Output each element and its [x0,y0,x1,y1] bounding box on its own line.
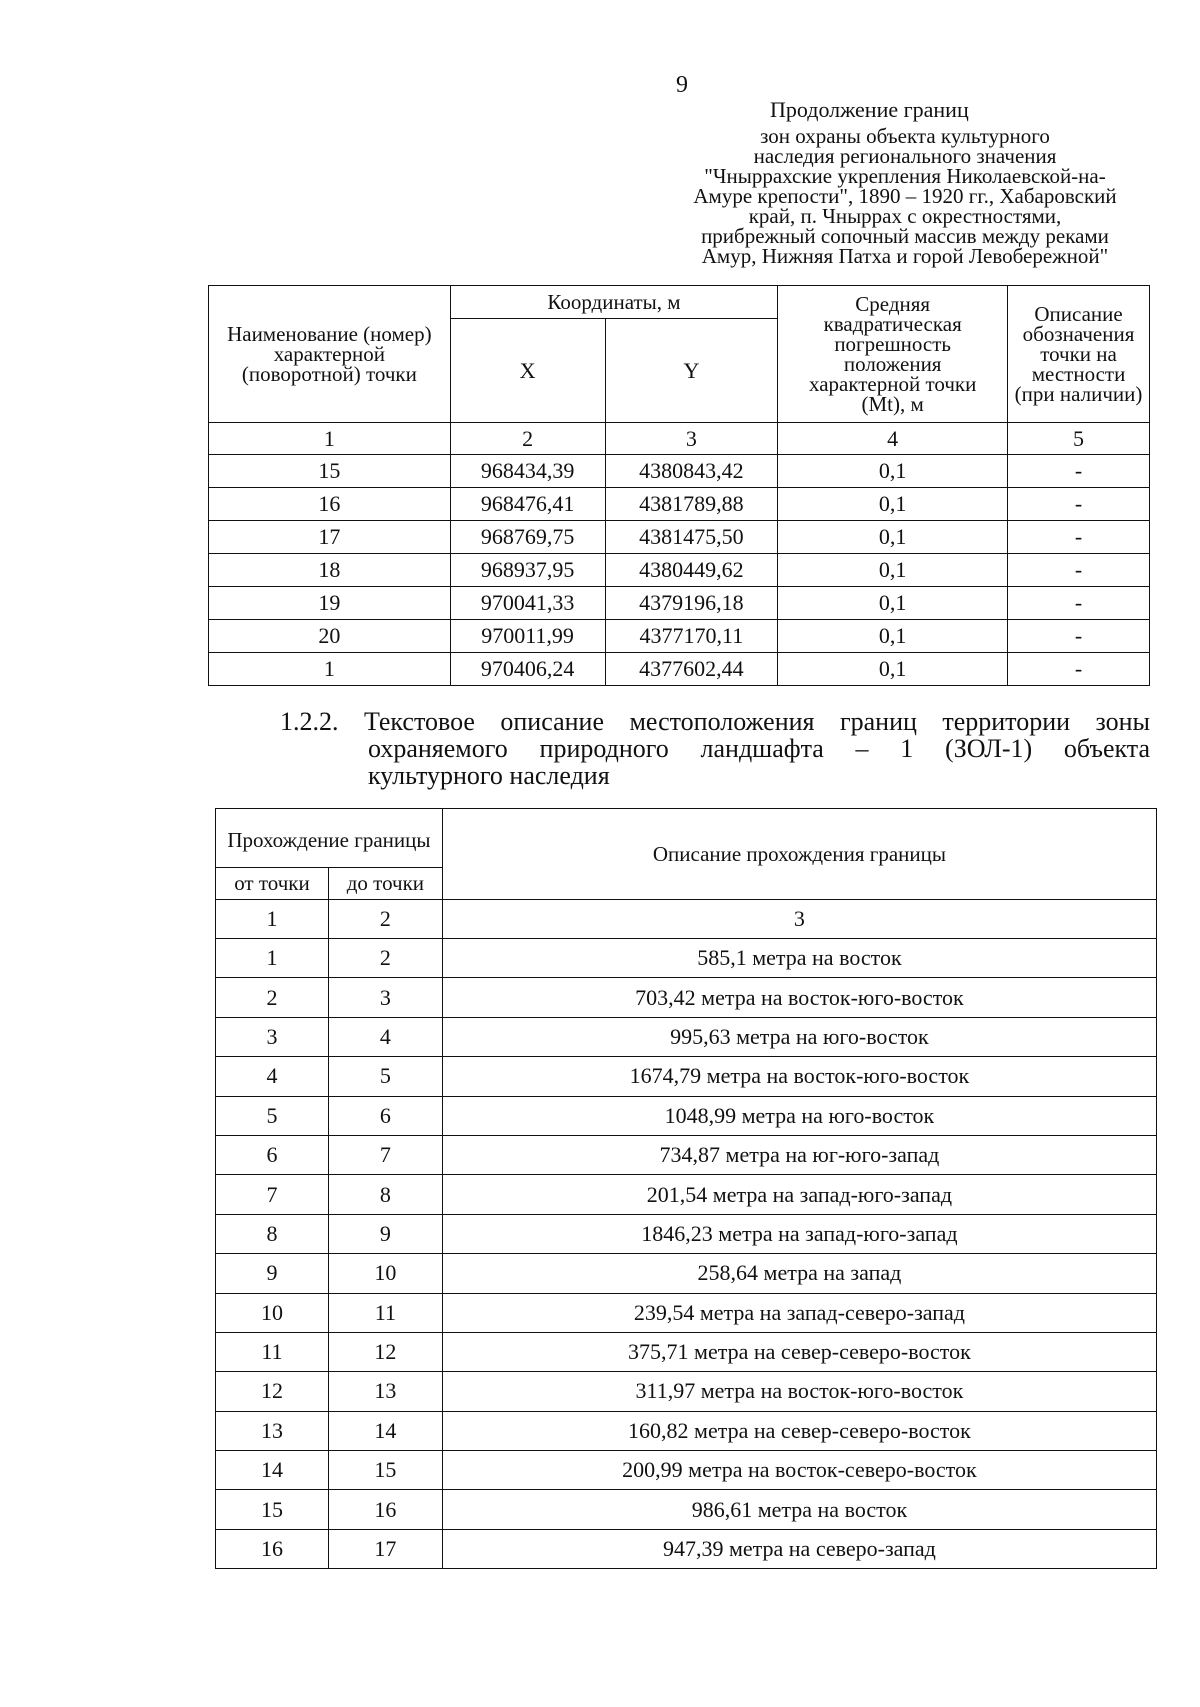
column-number: 3 [442,900,1156,939]
to-point: 5 [328,1057,442,1096]
header-line: зон охраны объекта культурного [760,124,1050,148]
point-number: 1 [209,653,451,686]
passage-description: 1048,99 метра на юго-восток [442,1096,1156,1135]
header-mean-error: Средняя квадратическая погрешность положения характерной точки (Mt), м [778,286,1008,423]
table-row [216,1057,1157,1096]
from-point: 4 [216,1057,329,1096]
from-point: 16 [216,1529,329,1568]
from-point: 15 [216,1490,329,1529]
coord-y: 4380449,62 [605,554,778,587]
table-row [216,1254,1157,1293]
table-row [216,1135,1157,1174]
point-description: - [1008,521,1150,554]
to-point: 16 [328,1490,442,1529]
from-point: 11 [216,1332,329,1371]
point-description: - [1008,620,1150,653]
passage-description: 200,99 метра на восток-северо-восток [442,1451,1156,1490]
passage-description: 734,87 метра на юг-юго-запад [442,1135,1156,1174]
from-point: 12 [216,1372,329,1411]
point-number: 20 [209,620,451,653]
coord-x: 968937,95 [450,554,605,587]
table-row [209,521,1150,554]
header-point-description: Описание обозначения точки на местности (при наличии) [1008,286,1150,423]
table-row [216,1017,1157,1056]
mean-error: 0,1 [778,455,1008,488]
section-heading-line: охраняемого природного ландшафта – 1 (ЗОЛ-1) объекта [368,734,1150,763]
column-number: 1 [216,900,329,939]
mean-error: 0,1 [778,554,1008,587]
from-point: 2 [216,978,329,1017]
point-description: - [1008,488,1150,521]
boundary-description-table [215,808,1157,1569]
table-row [216,1332,1157,1371]
mean-error: 0,1 [778,653,1008,686]
continuation-title: Продолжение границ [770,97,969,122]
passage-description: 160,82 метра на север-северо-восток [442,1411,1156,1450]
coord-y: 4381789,88 [605,488,778,521]
point-number: 15 [209,455,451,488]
passage-description: 311,97 метра на восток-юго-восток [442,1372,1156,1411]
header-line: прибрежный сопочный массив между реками [701,224,1109,248]
table-row [209,554,1150,587]
to-point: 9 [328,1214,442,1253]
to-point: 2 [328,939,442,978]
to-point: 15 [328,1451,442,1490]
to-point: 6 [328,1096,442,1135]
passage-description: 239,54 метра на запад-северо-запад [442,1293,1156,1332]
passage-description: 1674,79 метра на восток-юго-восток [442,1057,1156,1096]
point-description: - [1008,554,1150,587]
coord-y: 4379196,18 [605,587,778,620]
table-row [216,1175,1157,1214]
coord-x: 968476,41 [450,488,605,521]
passage-description: 703,42 метра на восток-юго-восток [442,978,1156,1017]
coordinates-table [208,285,1150,686]
coord-x: 970011,99 [450,620,605,653]
point-number: 16 [209,488,451,521]
from-point: 3 [216,1017,329,1056]
mean-error: 0,1 [778,521,1008,554]
from-point: 10 [216,1293,329,1332]
point-number: 17 [209,521,451,554]
point-description: - [1008,455,1150,488]
table-row [209,455,1150,488]
from-point: 14 [216,1451,329,1490]
point-description: - [1008,587,1150,620]
section-heading-line: культурного наследия [368,761,610,790]
column-number: 2 [450,423,605,455]
header-to-point: до точки [328,868,442,900]
header-line: Амур, Нижняя Патха и горой Левобережной" [701,244,1109,268]
table-row [216,1293,1157,1332]
table-row [216,1451,1157,1490]
coord-y: 4381475,50 [605,521,778,554]
table-row [216,939,1157,978]
point-description: - [1008,653,1150,686]
passage-description: 585,1 метра на восток [442,939,1156,978]
to-point: 3 [328,978,442,1017]
point-number: 19 [209,587,451,620]
table-row [216,978,1157,1017]
column-number: 3 [605,423,778,455]
to-point: 7 [328,1135,442,1174]
mean-error: 0,1 [778,587,1008,620]
passage-description: 375,71 метра на север-северо-восток [442,1332,1156,1371]
table-row [209,488,1150,521]
passage-description: 986,61 метра на восток [442,1490,1156,1529]
table-row [216,1096,1157,1135]
from-point: 6 [216,1135,329,1174]
header-x: X [450,319,605,423]
from-point: 9 [216,1254,329,1293]
header-from-point: от точки [216,868,329,900]
to-point: 4 [328,1017,442,1056]
to-point: 14 [328,1411,442,1450]
to-point: 10 [328,1254,442,1293]
table-row [209,587,1150,620]
table-row [209,620,1150,653]
table-row [216,1490,1157,1529]
coord-x: 970041,33 [450,587,605,620]
column-number: 2 [328,900,442,939]
from-point: 5 [216,1096,329,1135]
header-line: Амуре крепости", 1890 – 1920 гг., Хабаровский [693,184,1117,208]
continuation-header [650,97,1160,268]
header-line: наследия регионального значения [753,144,1057,168]
page-number: 9 [676,72,688,98]
header-line: край, п. Чныррах с окрестностями, [748,204,1062,228]
table-row [216,1372,1157,1411]
to-point: 8 [328,1175,442,1214]
table-row [216,1214,1157,1253]
to-point: 13 [328,1372,442,1411]
passage-description: 947,39 метра на северо-запад [442,1529,1156,1568]
passage-description: 1846,23 метра на запад-юго-запад [442,1214,1156,1253]
section-heading-line: Текстовое описание местоположения границ территории зоны [364,707,1150,736]
header-passage-description: Описание прохождения границы [442,809,1156,900]
passage-description: 258,64 метра на запад [442,1254,1156,1293]
mean-error: 0,1 [778,620,1008,653]
point-number: 18 [209,554,451,587]
column-number: 1 [209,423,451,455]
column-number: 5 [1008,423,1150,455]
coord-x: 968434,39 [450,455,605,488]
from-point: 7 [216,1175,329,1214]
coord-x: 970406,24 [450,653,605,686]
coord-y: 4377602,44 [605,653,778,686]
table-row [216,1411,1157,1450]
from-point: 1 [216,939,329,978]
header-line: "Чныррахские укрепления Николаевской-на- [704,164,1106,188]
header-y: Y [605,319,778,423]
coord-x: 968769,75 [450,521,605,554]
coord-y: 4377170,11 [605,620,778,653]
coord-y: 4380843,42 [605,455,778,488]
header-coordinates: Координаты, м [450,286,778,319]
section-number: 1.2.2. [280,707,339,736]
to-point: 11 [328,1293,442,1332]
column-number: 4 [778,423,1008,455]
from-point: 13 [216,1411,329,1450]
from-point: 8 [216,1214,329,1253]
passage-description: 201,54 метра на запад-юго-запад [442,1175,1156,1214]
mean-error: 0,1 [778,488,1008,521]
to-point: 12 [328,1332,442,1371]
table-row [216,1529,1157,1568]
passage-description: 995,63 метра на юго-восток [442,1017,1156,1056]
header-boundary-passage: Прохождение границы [216,809,443,868]
section-heading [280,708,1150,789]
to-point: 17 [328,1529,442,1568]
header-point-name: Наименование (номер) характерной (поворотной) точки [209,286,451,423]
table-row [209,653,1150,686]
